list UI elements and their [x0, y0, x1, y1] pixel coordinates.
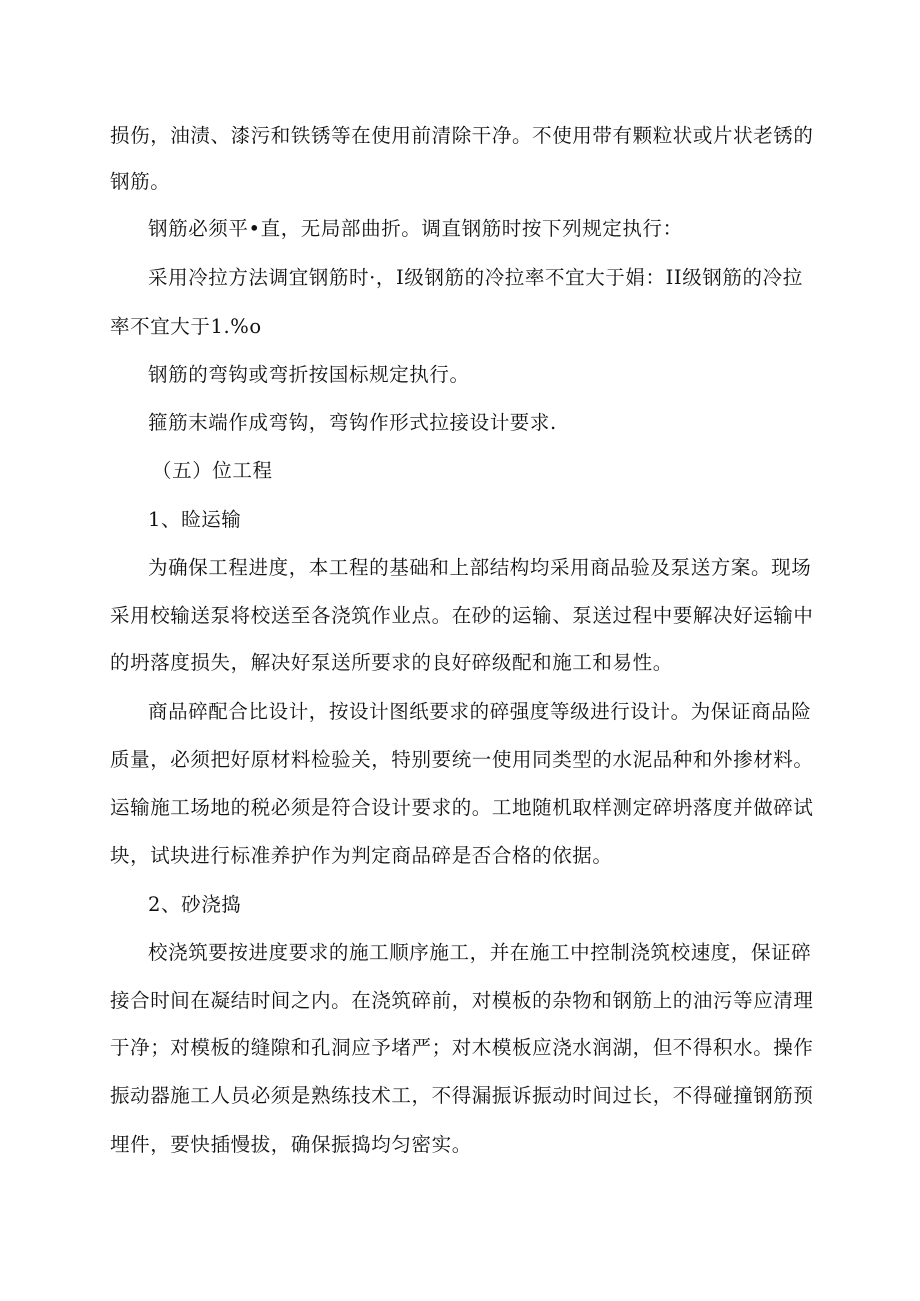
paragraph-line: 质量，必须把好原材料检验关，特别要统一使用同类型的水泥品种和外掺材料。	[110, 748, 814, 771]
paragraph-line: 钢筋。	[110, 170, 171, 193]
paragraph-line: 校浇筑要按进度要求的施工顺序施工，并在施工中控制浇筑校速度，保证碎	[148, 941, 812, 964]
paragraph-line: 的坍落度损失，解决好泵送所要求的良好碎级配和施工和易性。	[110, 651, 673, 674]
paragraph-line: 箍筋末端作成弯钩，弯钩作形式拉接设计要求.	[148, 411, 557, 434]
paragraph-line: 振动器施工人员必须是熟练技术工，不得漏振诉振动时间过长，不得碰撞钢筋预	[110, 1084, 814, 1107]
paragraph-line: 率不宜大于1.%o	[110, 315, 262, 338]
paragraph-line: 为确保工程进度，本工程的基础和上部结构均采用商品验及泵送方案。现场	[148, 556, 812, 579]
paragraph-line: 钢筋必须平•直，无局部曲折。调直钢筋时按下列规定执行：	[148, 217, 683, 240]
paragraph-line: 埋件，要快插慢拔，确保振捣均匀密实。	[110, 1133, 472, 1156]
paragraph-line: 损伤，油渍、漆污和铁锈等在使用前清除干净。不使用带有颗粒状或片状老锈的	[110, 124, 814, 147]
paragraph-line: 接合时间在凝结时间之内。在浇筑碎前，对模板的杂物和钢筋上的油污等应清理	[110, 989, 814, 1012]
paragraph-line: 块，试块进行标准养护作为判定商品碎是否合格的依据。	[110, 844, 613, 867]
subsection-heading: 2、砂浇捣	[148, 893, 242, 916]
paragraph-line: 商品碎配合比设计，按设计图纸要求的碎强度等级进行设计。为保证商品险	[148, 700, 812, 723]
subsection-heading: 1、睑运输	[148, 508, 242, 531]
section-heading: （五）位工程	[152, 459, 273, 482]
paragraph-line: 采用校输送泵将校送至各浇筑作业点。在砂的运输、泵送过程中要解决好运输中	[110, 604, 814, 627]
paragraph-line: 采用冷拉方法调宜钢筋时·，I级钢筋的冷拉率不宜大于娟：II级钢筋的冷拉	[148, 266, 803, 289]
paragraph-line: 运输施工场地的税必须是符合设计要求的。工地随机取样测定碎坍落度并做碎试	[110, 796, 814, 819]
paragraph-line: 于净；对模板的缝隙和孔洞应予堵严；对木模板应浇水润湖，但不得积水。操作	[110, 1036, 814, 1059]
paragraph-line: 钢筋的弯钩或弯折按国标规定执行。	[148, 363, 470, 386]
